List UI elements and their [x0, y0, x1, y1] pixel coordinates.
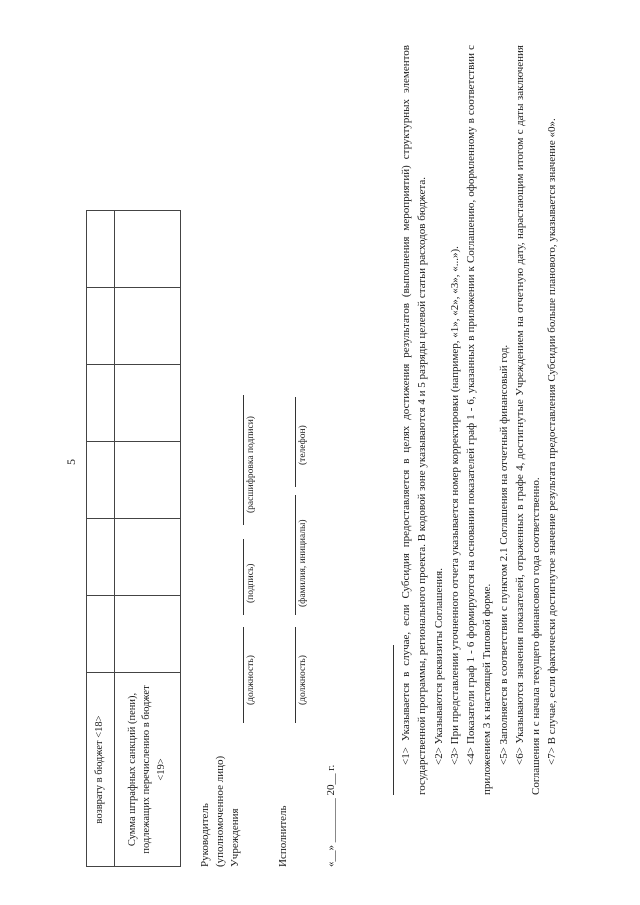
caption-signature: (подпись)	[246, 563, 256, 603]
table-row	[115, 211, 181, 867]
footnote-5: <5> Заполняется в соответствии с пунктом 2.1 Соглашения на отчетный финансовый год.	[497, 344, 510, 765]
table-cell	[115, 211, 181, 288]
table-cell	[115, 288, 181, 365]
table-cell	[115, 596, 181, 673]
footnotes	[398, 45, 561, 795]
caption-phone: (телефон)	[298, 425, 308, 465]
table-row	[87, 211, 115, 867]
footnote-7: <7> В случае, если фактически достигнутое значение результата предоставления Субсидии больше планового, указывается значение «0».	[546, 118, 559, 765]
table-cell	[87, 442, 115, 519]
table-cell	[87, 288, 115, 365]
position-line	[243, 627, 244, 723]
table-row-label: возврату в бюджет <18>	[87, 673, 115, 867]
date-line: «__» ________ 20__ г.	[325, 764, 337, 867]
footnote-6: <6> Указываются значения показателей, отраженных в графе 4, достигнутые Учреждением на отчетную дату, нарастающим итогом с даты заключения Соглашения и с начала текущего финансового года соответственно.	[513, 45, 543, 795]
phone-line	[295, 397, 296, 487]
footnote-2: <2> Указываются реквизиты Соглашения.	[432, 568, 445, 765]
table-cell	[87, 519, 115, 596]
footnote-4: <4> Показатели граф 1 - 6 формируются на основании показателей граф 1 - 6, указанных в приложении к Соглашению, оформленному в соответствии с приложением 3 к настоящей Типовой форме.	[465, 45, 494, 795]
table-cell	[115, 442, 181, 519]
head-label: Руководитель (уполномоченное лицо) Учреждения	[199, 755, 241, 867]
footnote-separator	[393, 645, 394, 795]
caption-position-2: (должность)	[298, 655, 308, 705]
footnote-3: <3> При представлении уточненного отчета указывается номер корректировки (например, «1», «2», «3», «...»).	[448, 246, 461, 765]
page-number: 5	[64, 459, 78, 465]
caption-position: (должность)	[246, 655, 256, 705]
signature-line	[243, 539, 244, 615]
name-line	[295, 495, 296, 615]
decoding-line	[243, 395, 244, 525]
penalty-table	[86, 210, 181, 867]
table-cell	[87, 365, 115, 442]
table-cell	[115, 519, 181, 596]
table-cell	[87, 211, 115, 288]
caption-decoding: (расшифровка подписи)	[246, 416, 256, 513]
executor-label: Исполнитель	[277, 805, 289, 867]
table-cell	[115, 365, 181, 442]
footnote-1: <1> Указывается в случае, если Субсидия предоставляется в целях достижения результатов (выполнения мероприятий) структурных элементов государственной программы, регионального проекта. В кодовой зоне указываются 4 и 5 разряды целевой статьи расходов бюджета.	[400, 45, 429, 795]
caption-name: (фамилия, инициалы)	[298, 519, 308, 607]
table-cell	[87, 596, 115, 673]
position-line-2	[295, 627, 296, 723]
table-row-label: Сумма штрафных санкций (пени), подлежащих перечислению в бюджет <19>	[115, 673, 181, 867]
